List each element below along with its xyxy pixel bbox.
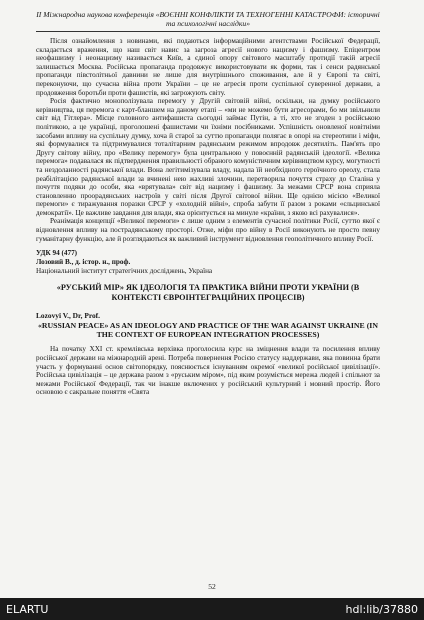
paragraph-3: Реанімація концепції «Великої перемоги» є лише одним з елементів сучасної політики Росії, суттю якої є відновлення впливу на пострадянському просторі. Отже, міфи про війну в Росії виконують не просто певну гуманітарну функцію, але й розглядаються як важливий інструмент відновлення геополітичного впливу Росії. [36,217,380,243]
handle-identifier[interactable]: hdl:lib/37880 [345,602,418,616]
body-text [36,37,380,243]
repository-name: ELARTU [6,602,49,616]
author-ua: Лозовий В., д. істор. н., проф. [36,258,131,267]
paragraph-2: Росія фактично монополізувала перемогу у Другій світовій війні, оскільки, на думку російського керівництва, ця перемога є карт-бланшем на даному етапі – «ми не можемо бути агресорами, бо ми звільнили світ від Гітлера». Місце головного антифашиста сьогодні займає Путін, а ті, хто не згоден з російською політикою, а це українці, проголошені фашистами чи їхніми посібниками. Успішність оновленої новітніми засобами впливу на суспільну думку, хоча й старої за суттю пропаганди полягає в опорі на стереотипи і міфи, які формувалися та підтримувалися тоталітарним радянським режимом впродовж десятиліть. Пам'ять про Другу світову війну, про «Велику перемогу» була центральною у повоєнній радянській ідеології. «Велика перемога» подавалася як підтвердження правильності обраного комуністичним керівництвом курсу, могутності та нездоланності радянської влади. Вона легітимізувала владу, надала їй необхідного героїчного ореолу, стала реабілітацією радянської влади за вчинені нею жахливі злочини, перетворила почуття страху до Сталіна у почуття подяки до особи, яка «врятувала» світ від нацизму і фашизму. За межами СРСР вона сприяла становленню проорадянських настроїв у світі після Другої світової війни. Ще однією місією «Великої перемоги» є тиражування поразки СРСР у «холодній війні», спроба забути її разом з роками «єльцинської демократії». Це важливе завдання для влади, яка орієнтується на минуле «країни, з якою всі рахувалися». [36,97,380,217]
paragraph-1: Після ознайомлення з новинами, які подаються інформаційними агентствами Російської Федерації, складається враження, що наш світ навис за загроза агресії нового нацизму і фашизму. Епіцентром неофашизму і неонацизму називається Київ, а єдиної опору світового масштабу протидії такій агресії залишається Москва. Російська пропаганда продовжує використовувати як форми, так і сенси радянської пропаганди півстолітньої давнини не лише для внутрішнього споживання, але й у Європі та світі, переконуючи, що сучасна війна проти України – це не агресія проти суспільної суверенної держави, а продовження боротьби проти фашистів, які загрожують світу. [36,37,380,97]
article-title-en: «RUSSIAN PEACE» AS AN IDEOLOGY AND PRACTICE OF THE WAR AGAINST UKRAINE (IN THE CONTEXT OF EUROPEAN INTEGRATION PROCESSES) [38,320,378,340]
article-title-ua: «РУСЬКИЙ МІР» ЯК ІДЕОЛОГІЯ ТА ПРАКТИКА ВІЙНИ ПРОТИ УКРАЇНИ (В КОНТЕКСТІ ЄВРОІНТЕГРАЦІЙНИХ ПРОЦЕСІВ) [56,282,360,302]
paragraph-4: На початку XXI ст. кремлівська верхівка проголосила курс на зміцнення влади та посилення впливу російської держави на міжнародній арені. Потреба повернення Росією статусу наддержави, яка повинна брати участь у формуванні основ світопорядку, пояснюється існуванням окремої «великої російської цивілізації». Російська цивілізація – це держава разом з «руським міром», під яким розуміється мережа людей і спільнот за межами Російської Федерації, так чи інакше включених у російський культурний і мовний простір. Його основою є сакральне поняття «Свята [36,345,380,397]
udk-code: УДК 94 (477) [36,249,78,258]
affiliation: Національний інститут стратегічних досліджень, Україна [36,266,213,275]
running-header: II Міжнародна наукова конференція «ВОЄННІ КОНФЛІКТИ ТА ТЕХНОГЕННІ КАТАСТРОФИ: історичні та психологічні наслідки» [36,10,380,32]
article-body [36,345,380,397]
author-en: Lozovyi V., Dr, Prof. [36,310,100,320]
footer-bar [0,598,424,620]
page-number: 52 [208,582,216,591]
article-meta [36,249,380,275]
